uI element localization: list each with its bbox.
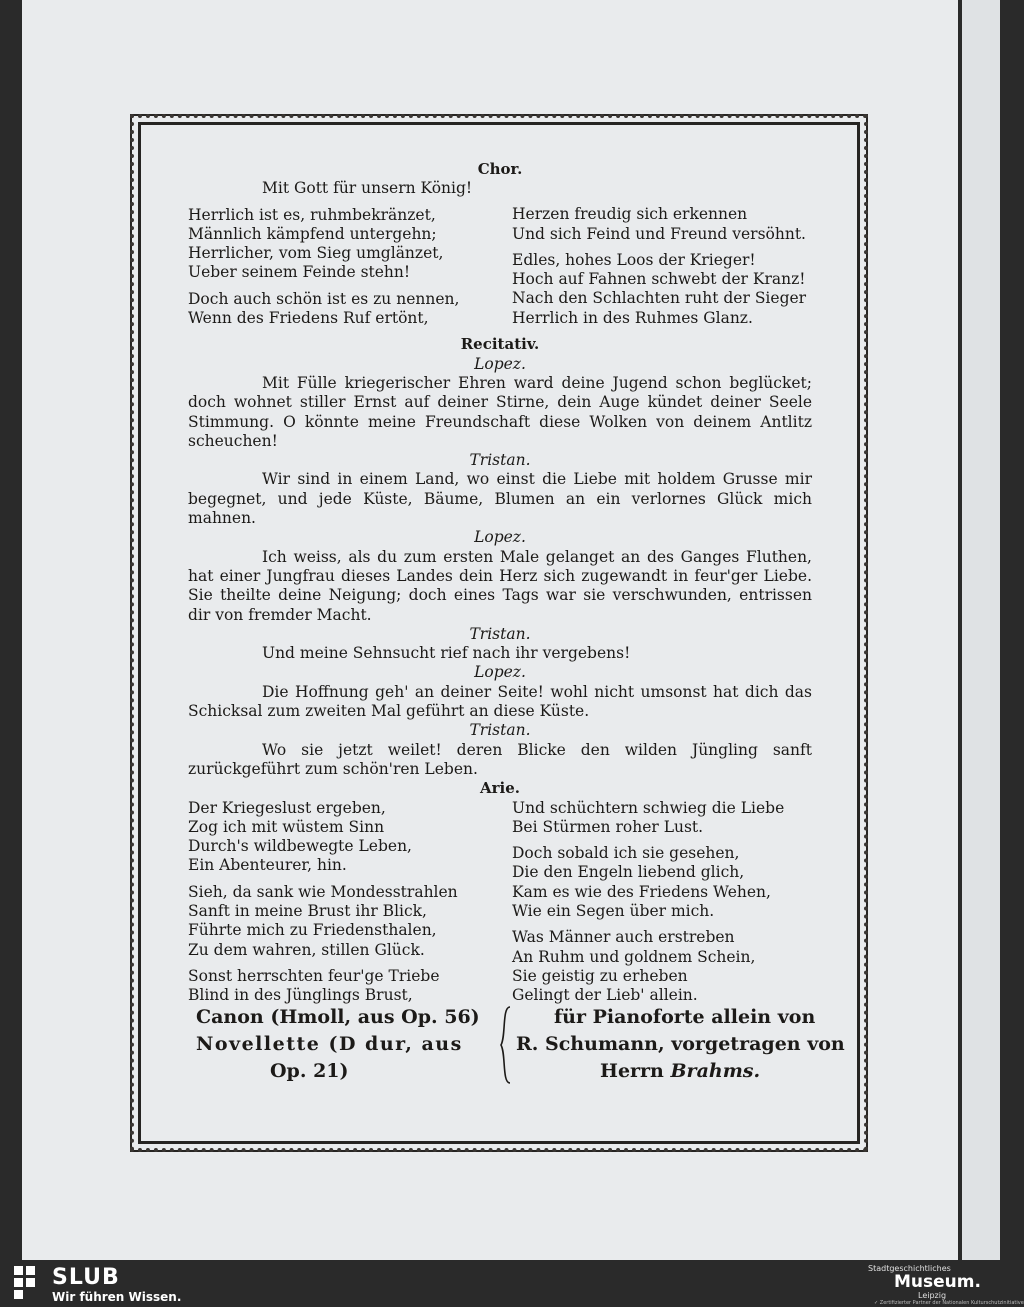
verse-line: Bei Stürmen roher Lust. bbox=[512, 817, 704, 836]
program-line: R. Schumann, vorgetragen von bbox=[516, 1033, 845, 1055]
chor-stanza bbox=[512, 205, 812, 244]
museum-city: Leipzig bbox=[918, 1291, 947, 1300]
speaker-name: Lopez. bbox=[474, 354, 526, 373]
verse-line: Edles, hohes Loos der Krieger! bbox=[512, 250, 756, 269]
speaker-name: Lopez. bbox=[474, 528, 526, 547]
program-line: Canon (Hmoll, aus Op. 56) bbox=[196, 1006, 480, 1028]
chor-heading: Chor. bbox=[477, 160, 523, 178]
verse-line: Wie ein Segen über mich. bbox=[512, 901, 715, 920]
program-line: Novellette (D dur, aus bbox=[196, 1033, 463, 1055]
arie-stanza bbox=[512, 844, 812, 921]
arie-columns bbox=[188, 799, 812, 1013]
speaker-name: Tristan. bbox=[469, 721, 531, 740]
arie-stanza bbox=[188, 967, 506, 1006]
dialogue-text: Die Hoffnung geh' an deiner Seite! wohl nicht umsonst hat dich das Schicksal zum zweiten Mal geführt an diese Küste. bbox=[188, 682, 812, 721]
verse-line: Sie geistig zu erheben bbox=[512, 966, 688, 985]
museum-wordmark[interactable]: Museum. bbox=[894, 1272, 981, 1292]
arie-right-column bbox=[512, 799, 812, 1013]
dialogue-text: Mit Fülle kriegerischer Ehren ward deine Jugend schon beglücket; doch wohnet stiller Ernst auf deiner Stirne, dein Auge kündet deiner Seele Stimmung. O könnte meine Freundschaft diese Wolken von deinem Antlitz scheuchen! bbox=[188, 373, 812, 450]
verse-line: Doch auch schön ist es zu nennen, bbox=[188, 289, 460, 308]
verse-line: Herrlich in des Ruhmes Glanz. bbox=[512, 308, 753, 327]
curly-brace-icon bbox=[498, 1006, 514, 1084]
arie-stanza bbox=[512, 928, 812, 1005]
chor-stanza bbox=[188, 179, 506, 198]
concert-program-entry bbox=[196, 1004, 845, 1104]
verse-line: Ueber seinem Feinde stehn! bbox=[188, 263, 411, 282]
verse-line: Die den Engeln liebend glich, bbox=[512, 863, 745, 882]
slub-tagline: Wir führen Wissen. bbox=[52, 1290, 182, 1304]
recitativ-heading: Recitativ. bbox=[460, 335, 540, 354]
chor-right-column bbox=[512, 179, 812, 335]
verse-line: Zu dem wahren, stillen Glück. bbox=[188, 940, 425, 959]
chor-columns bbox=[188, 179, 812, 335]
program-pieces bbox=[196, 1004, 496, 1085]
verse-line: Was Männer auch erstreben bbox=[512, 928, 735, 947]
dialogue-text: Ich weiss, als du zum ersten Male gelanget an des Ganges Fluthen, hat einer Jungfrau dieses Landes dein Herz sich zugewandt in feur'ger Liebe. Sie theilte deine Neigung; doch eines Tags war sie verschwunden, entrissen dir von fremder Macht. bbox=[188, 547, 812, 624]
dialogue-text: Wo sie jetzt weilet! deren Blicke den wilden Jüngling sanft zurückgeführt zum schön'ren Leben. bbox=[188, 740, 812, 778]
verse-line: Herrlicher, vom Sieg umglänzet, bbox=[188, 244, 444, 263]
verse-line: Wenn des Friedens Ruf ertönt, bbox=[188, 309, 429, 328]
speaker-name: Tristan. bbox=[469, 624, 531, 643]
program-performer bbox=[516, 1004, 845, 1085]
museum-label: Stadtgeschichtliches bbox=[868, 1264, 951, 1273]
program-line: für Pianoforte allein von bbox=[554, 1006, 816, 1028]
verse-line: Blind in des Jünglings Brust, bbox=[188, 986, 413, 1005]
arie-stanza bbox=[188, 799, 506, 876]
viewer-footer bbox=[0, 1260, 1024, 1307]
speaker-name: Tristan. bbox=[469, 451, 531, 470]
partner-note: ✓ Zertifizierter Partner der Nationalen Kulturschutzinitiative bbox=[874, 1300, 1024, 1306]
performer-prefix: Herrn bbox=[600, 1060, 664, 1082]
verse-line: Führte mich zu Friedensthalen, bbox=[188, 921, 437, 940]
chor-stanza bbox=[188, 290, 506, 329]
verse-line: Zog ich mit wüstem Sinn bbox=[188, 817, 385, 836]
arie-heading: Arie. bbox=[479, 779, 520, 798]
chor-stanza bbox=[188, 206, 506, 283]
verse-line: Sanft in meine Brust ihr Blick, bbox=[188, 901, 427, 920]
verse-line: Sieh, da sank wie Mondesstrahlen bbox=[188, 882, 458, 901]
slub-wordmark[interactable]: SLUB bbox=[52, 1265, 120, 1290]
chor-left-column bbox=[188, 179, 506, 335]
verse-line: An Ruhm und goldnem Schein, bbox=[512, 947, 756, 966]
slub-logo-icon[interactable] bbox=[14, 1266, 36, 1300]
arie-left-column bbox=[188, 799, 506, 1013]
dialogue-text: Und meine Sehnsucht rief nach ihr vergebens! bbox=[262, 644, 631, 663]
verse-line: Gelingt der Lieb' allein. bbox=[512, 986, 698, 1005]
verse-line: Und schüchtern schwieg die Liebe bbox=[512, 798, 785, 817]
verse-line: Mit Gott für unsern König! bbox=[262, 179, 473, 198]
program-line: Op. 21) bbox=[270, 1060, 349, 1082]
verse-line: Hoch auf Fahnen schwebt der Kranz! bbox=[512, 270, 806, 289]
verse-line: Kam es wie des Friedens Wehen, bbox=[512, 882, 771, 901]
arie-stanza bbox=[512, 799, 812, 838]
verse-line: Nach den Schlachten ruht der Sieger bbox=[512, 289, 807, 308]
speaker-name: Lopez. bbox=[474, 663, 526, 682]
verse-line: Der Kriegeslust ergeben, bbox=[188, 798, 386, 817]
performer-name: Brahms. bbox=[670, 1060, 761, 1082]
verse-line: Doch sobald ich sie gesehen, bbox=[512, 844, 740, 863]
verse-line: Herzen freudig sich erkennen bbox=[512, 205, 748, 224]
dialogue-text: Wir sind in einem Land, wo einst die Liebe mit holdem Grusse mir begegnet, und jede Küste, Bäume, Blumen an ein verlornes Glück mich mahnen. bbox=[188, 470, 812, 528]
arie-stanza bbox=[188, 883, 506, 960]
verse-line: Herrlich ist es, ruhmbekränzet, bbox=[188, 205, 436, 224]
verse-line: Ein Abenteurer, hin. bbox=[188, 856, 347, 875]
next-page-edge bbox=[962, 0, 1000, 1260]
verse-line: Und sich Feind und Freund versöhnt. bbox=[512, 224, 806, 243]
verse-line: Durch's wildbewegte Leben, bbox=[188, 837, 412, 856]
chor-stanza bbox=[512, 251, 812, 328]
verse-line: Sonst herrschten feur'ge Triebe bbox=[188, 966, 440, 985]
libretto-text bbox=[188, 160, 812, 1012]
program-line bbox=[516, 1058, 836, 1085]
verse-line: Männlich kämpfend untergehn; bbox=[188, 224, 437, 243]
